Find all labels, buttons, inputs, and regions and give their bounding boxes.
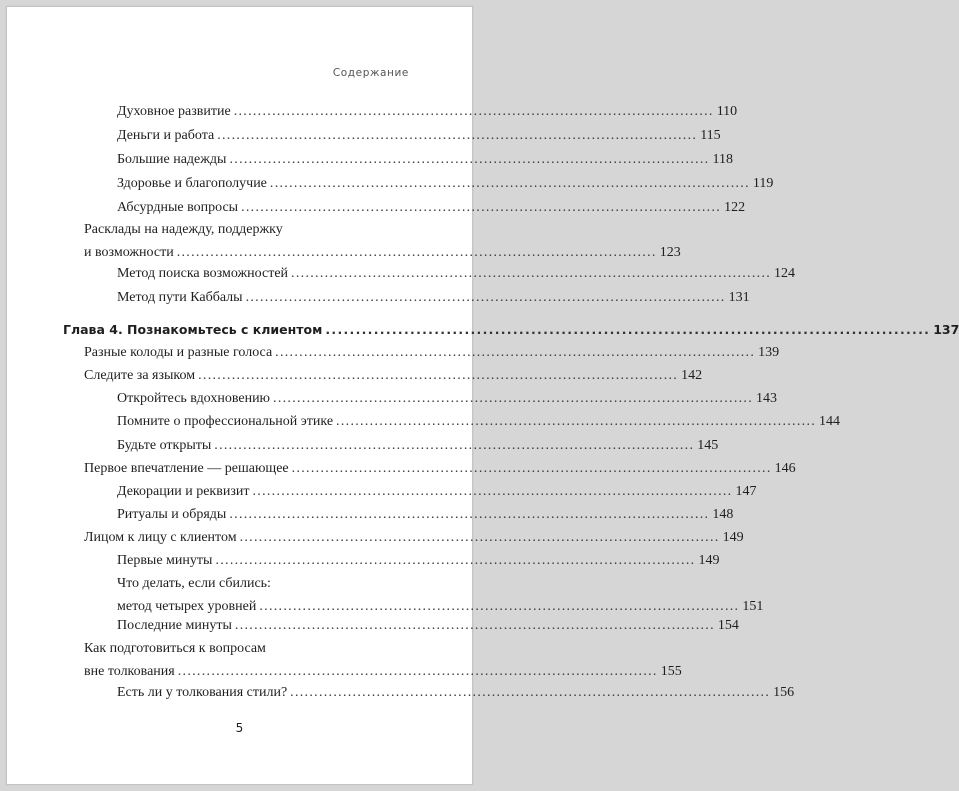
toc-entry-title: Разные колоды и разные голоса (84, 345, 273, 360)
toc-entry-page: 149 (722, 530, 744, 545)
toc-chapter-title: Глава 4. Познакомьтесь с клиентом (63, 322, 323, 337)
toc-entry (117, 262, 796, 285)
toc-entry (84, 341, 780, 364)
toc-entry-page: 143 (756, 391, 778, 406)
toc-entry (117, 681, 795, 704)
toc-entry-title: Ритуалы и обряды (117, 507, 227, 522)
toc-entry-page: 115 (700, 128, 721, 143)
leader-dots: .................................................................................................... (217, 128, 698, 143)
toc-entry-page: 151 (742, 599, 764, 614)
leader-dots: .................................................................................................... (291, 266, 772, 281)
toc-entry-title: Есть ли у толкования стили? (117, 685, 288, 700)
leader-dots: .................................................................................................... (177, 664, 658, 679)
toc-entry-title: Первое впечатление — решающее (84, 461, 289, 476)
toc-entry (117, 387, 778, 410)
toc-entry (117, 124, 721, 147)
toc-entry (84, 457, 796, 480)
toc-entry-title: и возможности (84, 245, 174, 260)
toc-entry-page: 147 (735, 484, 757, 499)
toc-entry (84, 526, 744, 549)
toc-entry-page: 142 (681, 368, 703, 383)
toc-entry-title: Лицом к лицу с клиентом (84, 530, 237, 545)
toc-entry-page: 154 (717, 618, 739, 633)
toc-entry (84, 218, 681, 264)
toc-entry (117, 480, 757, 503)
toc-entry (117, 286, 750, 309)
leader-dots: .................................................................................................... (233, 104, 714, 119)
leader-dots: .................................................................................................... (176, 245, 657, 260)
toc-entry-title-line1: Что делать, если сбились: (117, 576, 271, 591)
toc-entry (117, 614, 739, 637)
leader-dots: .................................................................................................... (241, 200, 722, 215)
leader-dots: .................................................................................................... (336, 414, 817, 429)
toc-entry-title: Духовное развитие (117, 104, 231, 119)
toc-entry-page: 155 (660, 664, 682, 679)
toc-entry-title: метод четырех уровней (117, 599, 257, 614)
toc-entry-title: Последние минуты (117, 618, 232, 633)
toc-entry (84, 364, 703, 387)
toc-entry (117, 434, 719, 457)
leader-dots: .................................................................................................... (229, 152, 710, 167)
leader-dots: .................................................................................................... (214, 438, 695, 453)
leader-dots: .................................................................................................... (245, 290, 726, 305)
leader-dots: .................................................................................................... (291, 461, 772, 476)
toc-chapter-entry (63, 318, 959, 341)
leader-dots: .................................................................................................... (252, 484, 733, 499)
toc-entry-title: Декорации и реквизит (117, 484, 250, 499)
leader-dots: .................................................................................................... (234, 618, 715, 633)
leader-dots: .................................................................................................... (290, 685, 771, 700)
toc-entry (117, 100, 738, 123)
toc-entry-title: Следите за языком (84, 368, 196, 383)
book-page (6, 6, 959, 785)
toc-entry-title: вне толкования (84, 664, 175, 679)
toc-entry-title: Абсурдные вопросы (117, 200, 239, 215)
toc-entry-page: 110 (716, 104, 738, 119)
toc-entry (117, 196, 746, 219)
toc-entry-title-line1: Как подготовиться к вопросам (84, 641, 266, 656)
toc-entry-page: 156 (773, 685, 795, 700)
toc-entry-page: 124 (774, 266, 796, 281)
toc-entry-page: 122 (724, 200, 746, 215)
toc-entry (117, 148, 733, 171)
leader-dots: .................................................................................................... (215, 553, 696, 568)
toc-entry-page: 119 (752, 176, 774, 191)
toc-entry-page: 146 (774, 461, 796, 476)
page-number: 5 (235, 721, 244, 735)
toc-entry-page: 123 (659, 245, 681, 260)
leader-dots: .................................................................................................... (325, 322, 931, 337)
toc-entry-page: 144 (819, 414, 841, 429)
toc-entry (117, 549, 720, 572)
toc-entry-page: 145 (697, 438, 719, 453)
leader-dots: .................................................................................................... (239, 530, 720, 545)
running-head: Содержание (332, 67, 409, 79)
toc-entry-page: 118 (712, 152, 733, 167)
toc-entry-title: Здоровье и благополучие (117, 176, 267, 191)
toc-entry (84, 637, 682, 683)
toc-entry (117, 172, 774, 195)
toc-entry-title: Помните о профессиональной этике (117, 414, 334, 429)
leader-dots: .................................................................................................... (229, 507, 710, 522)
toc-entry-page: 139 (758, 345, 780, 360)
toc-entry-title: Первые минуты (117, 553, 213, 568)
toc-entry (117, 410, 841, 433)
toc-entry-title: Откройтесь вдохновению (117, 391, 271, 406)
toc-entry-title: Метод пути Каббалы (117, 290, 243, 305)
toc-chapter-page: 137 (933, 322, 959, 337)
leader-dots: .................................................................................................... (259, 599, 740, 614)
toc-entry (117, 572, 764, 618)
leader-dots: .................................................................................................... (275, 345, 756, 360)
toc-entry-page: 148 (712, 507, 734, 522)
toc-entry (117, 503, 734, 526)
toc-entry-title: Большие надежды (117, 152, 227, 167)
leader-dots: .................................................................................................... (273, 391, 754, 406)
toc-entry-title: Деньги и работа (117, 128, 215, 143)
toc-entry-title: Метод поиска возможностей (117, 266, 289, 281)
toc-entry-title-line1: Расклады на надежду, поддержку (84, 222, 283, 237)
toc-entry-page: 149 (698, 553, 720, 568)
toc-entry-title: Будьте открыты (117, 438, 212, 453)
leader-dots: .................................................................................................... (269, 176, 750, 191)
toc-entry-page: 131 (728, 290, 750, 305)
leader-dots: .................................................................................................... (198, 368, 679, 383)
